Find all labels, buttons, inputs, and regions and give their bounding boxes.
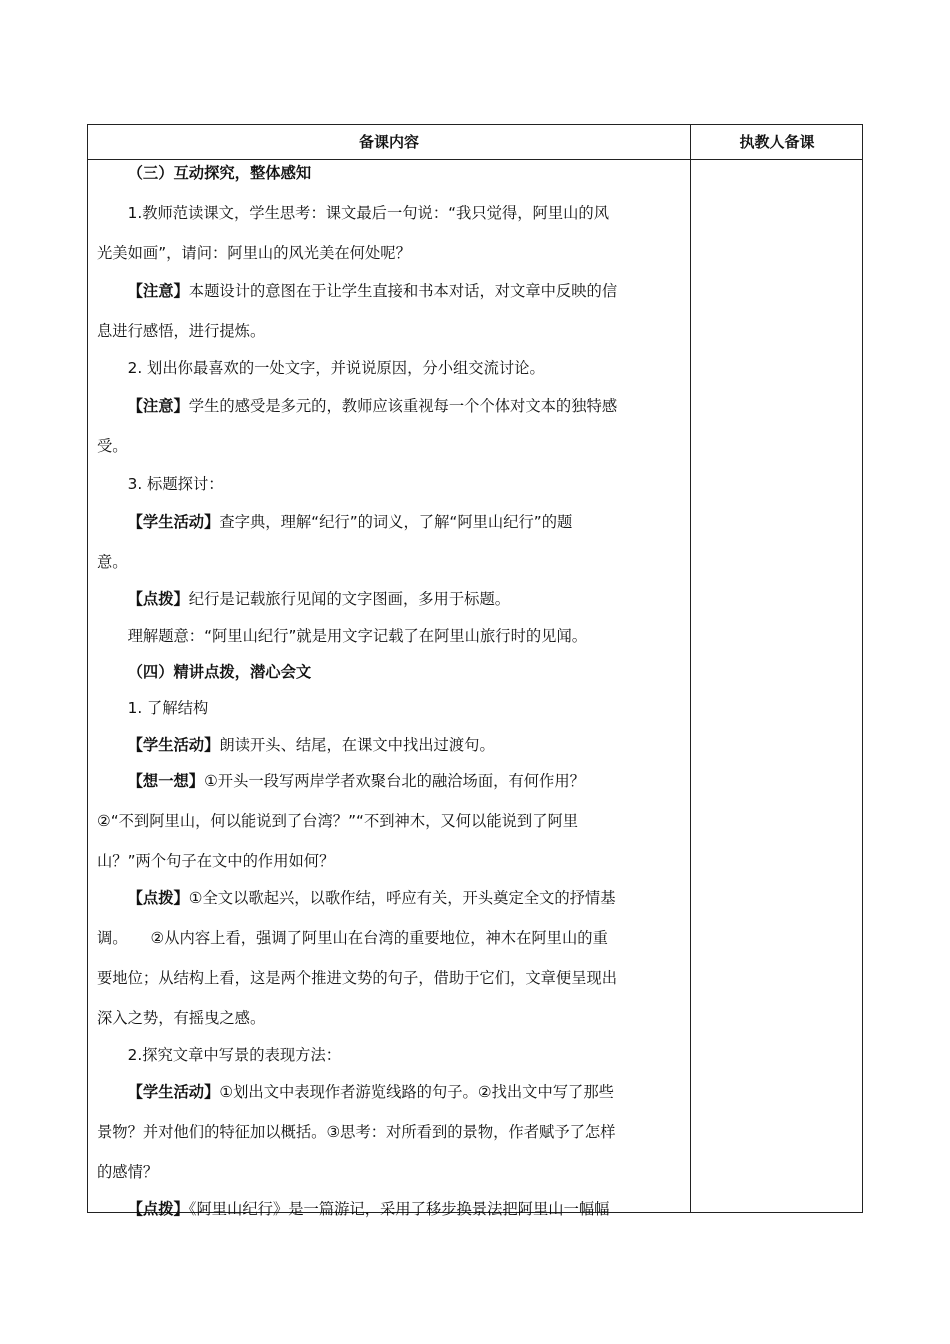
- note-2: [97, 396, 682, 456]
- student-activity-1: [97, 512, 682, 572]
- note-2-line-1: 学生的感受是多元的，教师应该重视每一个个体对文本的独特感: [188, 397, 618, 415]
- header-lesson-content: 备课内容: [358, 133, 419, 151]
- tip-2-line-4: 深入之势，有摇曳之感。: [97, 1009, 266, 1027]
- activity-3-line-1: ①划出文中表现作者游览线路的句子。②找出文中写了那些: [219, 1083, 614, 1101]
- note-1-line-2: 息进行感悟，进行提炼。: [97, 322, 266, 340]
- activity-3-line-2: 景物？并对他们的特征加以概括。③思考：对所看到的景物，作者赋予了怎样: [97, 1123, 616, 1141]
- activity-tag: 【学生活动】: [127, 513, 220, 531]
- tip-1: [97, 589, 682, 609]
- question-1-line-1: 1.教师范读课文，学生思考：课文最后一句说：“我只觉得，阿里山的风: [127, 204, 610, 222]
- note-tag: 【注意】: [127, 397, 189, 415]
- section-4-item-1: 1. 了解结构: [127, 699, 209, 717]
- note-1-line-1: 本题设计的意图在于让学生直接和书本对话，对文章中反映的信: [188, 282, 618, 300]
- tip-1-text: 纪行是记载旅行见闻的文字图画，多用于标题。: [188, 590, 511, 608]
- tip-3: [97, 1199, 682, 1219]
- think-line-3: 山？”两个句子在文中的作用如何？: [97, 852, 335, 870]
- activity-3-line-3: 的感情？: [97, 1163, 159, 1181]
- activity-1-line-1: 查字典，理解“纪行”的词义，了解“阿里山纪行”的题: [219, 513, 573, 531]
- question-1-line-2: 光美如画”，请问：阿里山的风光美在何处呢？: [97, 244, 411, 262]
- tip-3-line-1: 《阿里山纪行》是一篇游记，采用了移步换景法把阿里山一幅幅: [188, 1200, 610, 1218]
- title-meaning: 理解题意：“阿里山纪行”就是用文字记载了在阿里山旅行时的见闻。: [127, 627, 588, 645]
- activity-1-line-2: 意。: [97, 553, 128, 571]
- note-tag: 【注意】: [127, 282, 189, 300]
- activity-tag: 【学生活动】: [127, 736, 220, 754]
- note-2-line-2: 受。: [97, 437, 128, 455]
- question-2: 2. 划出你最喜欢的一处文字，并说说原因，分小组交流讨论。: [127, 359, 545, 377]
- tip-tag: 【点拨】: [127, 590, 189, 608]
- tip-2-line-3: 要地位；从结构上看，这是两个推进文势的句子，借助于它们，文章便呈现出: [97, 969, 618, 987]
- column-divider: [690, 125, 691, 1212]
- think-tag: 【想一想】: [127, 772, 205, 790]
- section-3-title: （三）互动探究，整体感知: [127, 164, 312, 182]
- question-3: 3. 标题探讨：: [127, 475, 224, 493]
- header-teacher-notes: 执教人备课: [739, 133, 815, 151]
- note-1: [97, 281, 682, 341]
- tip-2: [97, 888, 682, 1028]
- student-activity-2: [97, 735, 682, 755]
- section-4-item-2: 2.探究文章中写景的表现方法：: [127, 1046, 342, 1064]
- lesson-content: [97, 160, 682, 1219]
- tip-2-line-2: 调。 ②从内容上看，强调了阿里山在台湾的重要地位，神木在阿里山的重: [97, 929, 608, 947]
- tip-2-line-1: ①全文以歌起兴，以歌作结，呼应有关，开头奠定全文的抒情基: [188, 889, 616, 907]
- activity-2-text: 朗读开头、结尾，在课文中找出过渡句。: [219, 736, 495, 754]
- student-activity-3: [97, 1082, 682, 1182]
- question-1: [97, 203, 682, 263]
- think-about-it: [97, 771, 682, 871]
- tip-tag: 【点拨】: [127, 1200, 189, 1218]
- tip-tag: 【点拨】: [127, 889, 189, 907]
- activity-tag: 【学生活动】: [127, 1083, 220, 1101]
- think-line-1: ①开头一段写两岸学者欢聚台北的融洽场面，有何作用？: [204, 772, 585, 790]
- lesson-plan-table: [87, 124, 863, 1218]
- section-4-title: （四）精讲点拨，潜心会文: [127, 663, 312, 681]
- think-line-2: ②“不到阿里山，何以能说到了台湾？”“不到神木，又何以能说到了阿里: [97, 812, 579, 830]
